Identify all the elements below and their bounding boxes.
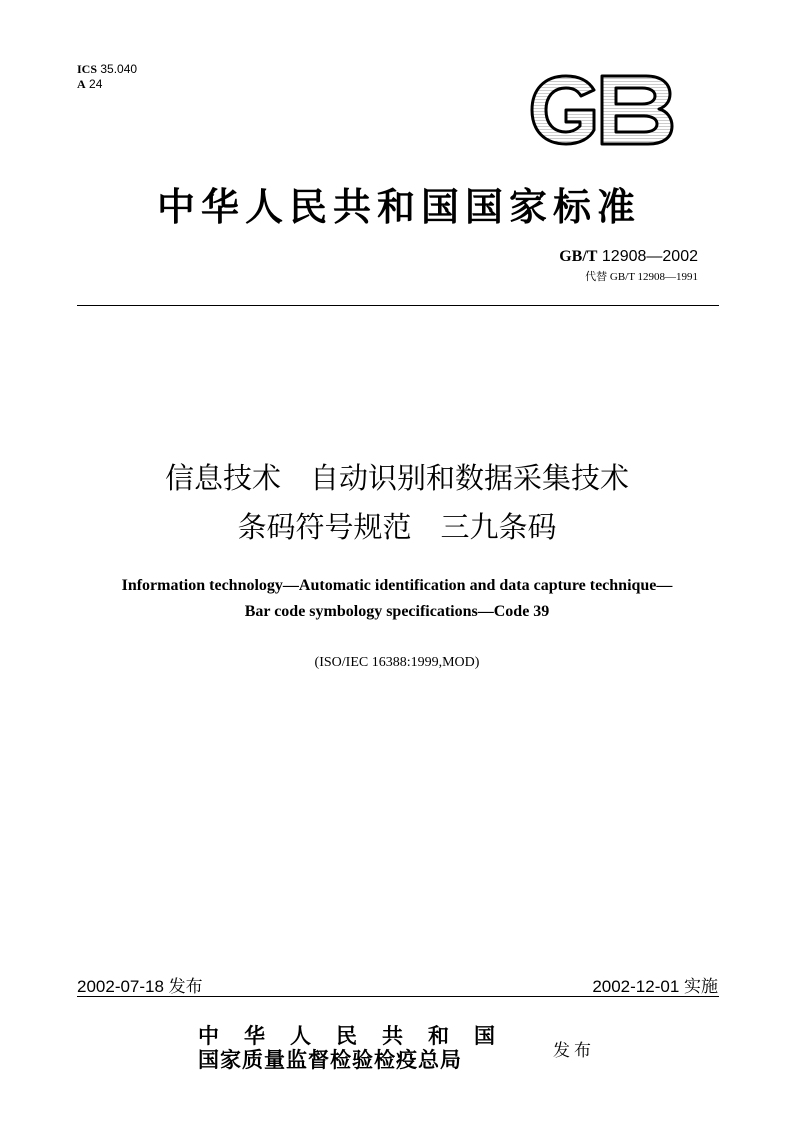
issuer-line1: 中 华 人 民 共 和 国 — [198, 1023, 497, 1048]
title-cn-line1: 信息技术 自动识别和数据采集技术 — [164, 461, 629, 495]
ccs-code: 24 — [89, 77, 103, 91]
issuer-line2: 国家质量监督检验检疫总局 — [198, 1047, 462, 1072]
ics-code: 35.040 — [100, 62, 138, 76]
standard-number-prefix: GB/T — [559, 248, 598, 265]
footer-divider — [77, 996, 719, 997]
replaces-note: 代替 GB/T 12908—1991 — [585, 271, 698, 283]
gb-logo — [528, 72, 674, 148]
publish-date: 2002-07-18 发布 — [77, 977, 203, 996]
issue-label: 发布 — [553, 1041, 595, 1061]
header-divider — [77, 305, 719, 306]
title-en-line1: Information technology—Automatic identification and data capture technique— — [121, 577, 673, 594]
standard-number — [559, 248, 698, 266]
title-cn-line2: 条码符号规范 三九条码 — [237, 510, 557, 544]
ccs-label: A — [77, 77, 86, 91]
classification-codes — [77, 62, 137, 92]
standard-number-value: 12908—2002 — [601, 248, 698, 265]
title-en-line2: Bar code symbology specifications—Code 39 — [244, 603, 550, 620]
standard-title: 中华人民共和国国家标准 — [156, 185, 641, 229]
iso-reference: (ISO/IEC 16388:1999,MOD) — [314, 655, 480, 670]
ics-label: ICS — [77, 62, 98, 76]
effective-date: 2002-12-01 实施 — [592, 977, 718, 996]
